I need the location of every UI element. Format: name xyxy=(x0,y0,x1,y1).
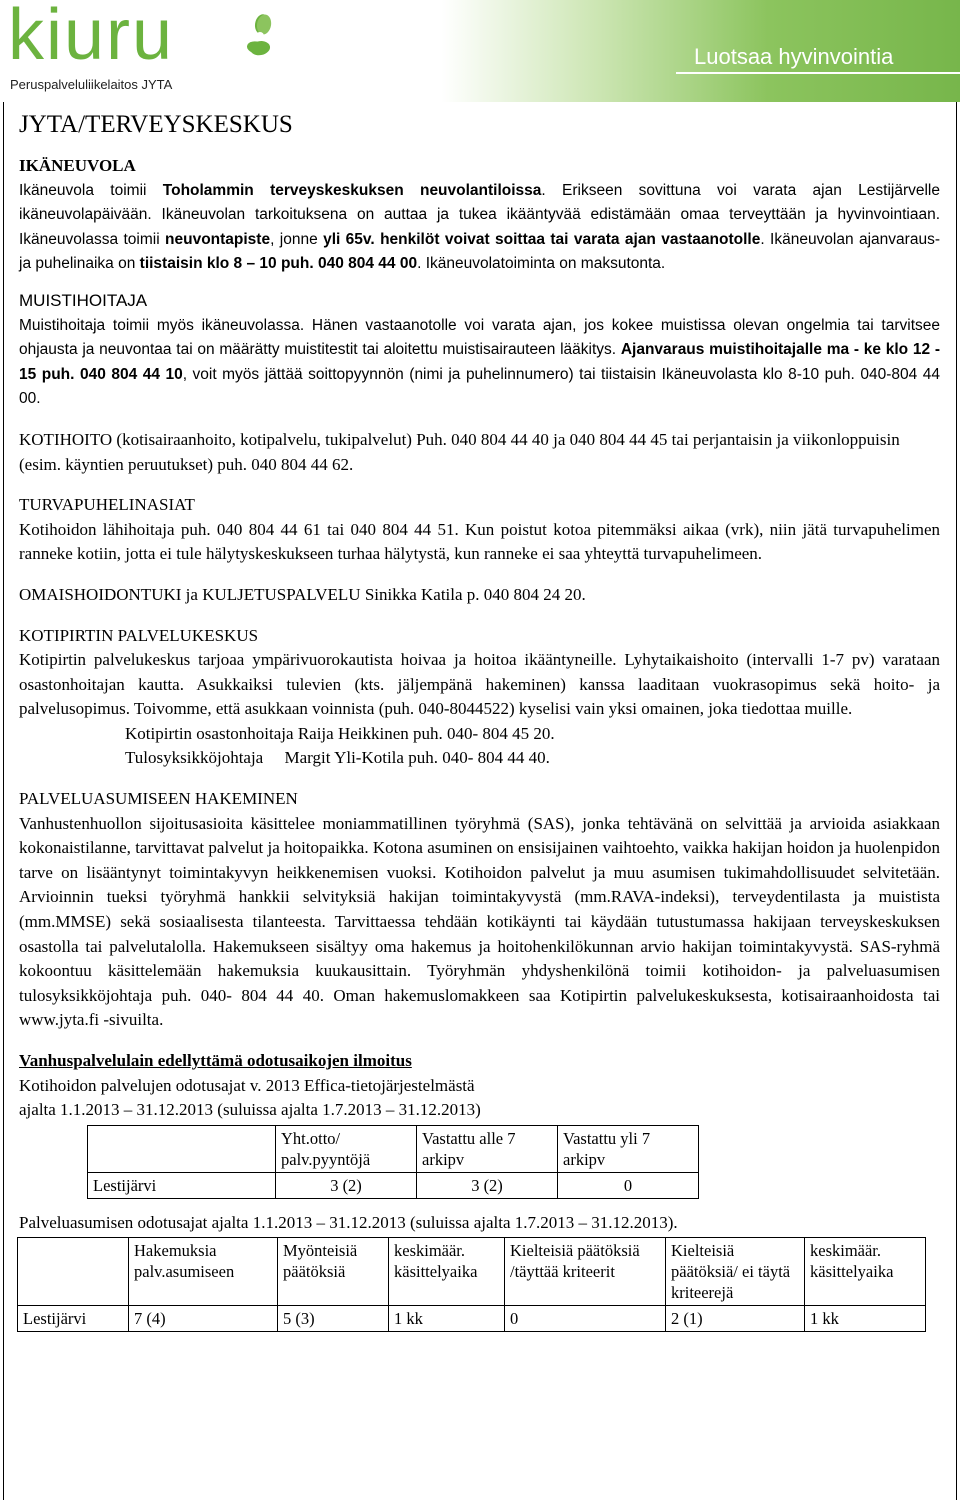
table-header-row xyxy=(18,1238,926,1306)
section-heading-turvapuhelin: TURVAPUHELINASIAT xyxy=(19,495,195,515)
table-header-cell xyxy=(18,1238,129,1306)
section-heading-ikaneuvola: IKÄNEUVOLA xyxy=(19,156,136,175)
table-header-cell: Yht.otto/ palv.pyyntöjä xyxy=(276,1125,417,1172)
table-cell: 1 kk xyxy=(805,1306,926,1332)
document-body xyxy=(19,104,940,1332)
table-cell: 3 (2) xyxy=(276,1172,417,1198)
kotipirtti-contact-1: Kotipirtin osastonhoitaja Raija Heikkinen puh. 040- 804 45 20. xyxy=(125,723,555,743)
table-header-cell: Hakemuksia palv.asumiseen xyxy=(129,1238,278,1306)
table-cell: 3 (2) xyxy=(417,1172,558,1198)
odotusajat-line-3: Palveluasumisen odotusajat ajalta 1.1.2013 – 31.12.2013 (suluissa ajalta 1.7.2013 – 31.12.2013). xyxy=(19,1212,678,1232)
table-cell: 7 (4) xyxy=(129,1306,278,1332)
kotihoito-waiting-table xyxy=(87,1125,699,1199)
tagline-divider xyxy=(676,72,960,74)
table-header-cell: keskimäär. käsittelyaika xyxy=(389,1238,505,1306)
table-header-row xyxy=(88,1125,699,1172)
table-cell: Lestijärvi xyxy=(18,1306,129,1332)
kotihoito-paragraph: KOTIHOITO (kotisairaanhoito, kotipalvelu, tukipalvelut) Puh. 040 804 44 40 ja 040 804 44 45 tai perjantaisin ja viikonloppuisin (esim. käyntien peruutukset) puh. 040 804 44 62. xyxy=(19,429,900,474)
tagline: Luotsaa hyvinvointia xyxy=(694,44,894,69)
omaishoito-line: OMAISHOIDONTUKI ja KULJETUSPALVELU Sinikka Katila p. 040 804 24 20. xyxy=(19,584,586,604)
section-heading-muistihoitaja: MUISTIHOITAJA xyxy=(19,290,148,310)
table-row xyxy=(18,1306,926,1332)
table-header-cell: keskimäär. käsittelyaika xyxy=(805,1238,926,1306)
logo-wordmark: kiuru xyxy=(8,0,175,75)
table-cell: Lestijärvi xyxy=(88,1172,276,1198)
muistihoitaja-paragraph: Muistihoitaja toimii myös ikäneuvolassa. Hänen vastaanotolle voi varata ajan, jos kokee muistissa olevan ongelmia tai tarvitsee ohjausta ja neuvontaa tai on määrätty muistitestit tai aloitettu muistisairauteen lääkitys. Ajanvaraus muistihoitajalle ma - ke klo 12 - 15 puh. 040 804 44 10, voit myös jättää soittopyynnön (nimi ja puhelinnumero) tai tiistaisin Ikäneuvolasta klo 8-10 puh. 040-804 44 00. xyxy=(19,316,940,408)
kotipirtti-paragraph: Kotipirtin palvelukeskus tarjoaa ympärivuorokautista hoivaa ja hoitoa ikääntyneille. Lyhytaikaishoito (intervalli 1-7 pv) varataan osastonhoitajan kautta. Asukkaiksi tulevien (kts. jäljempänä hakeminen) kanssa laaditaan vuokrasopimus sekä hoito- ja palvelusopimus. Toivomme, että asukkaan voinnista (puh. 040-8044522) kyselisi vain yksi omainen, joka tiedottaa muille. xyxy=(19,650,940,719)
section-heading-kotihoito: KOTIHOITO xyxy=(19,429,113,449)
logo-subtitle: Peruspalveluliikelaitos JYTA xyxy=(10,77,173,92)
turvapuhelin-paragraph: Kotihoidon lähihoitaja puh. 040 804 44 61 tai 040 804 44 51. Kun poistut kotoa pitemmäksi aikaa (vrk), niin jätä turvapuhelimen ranneke kotiin, jotta ei tule hälytyskeskukseen turhaa hälytystä, kun ranneke ei saa yhteyttä turvapuhelimeen. xyxy=(19,519,940,564)
page-frame-right xyxy=(956,102,957,1500)
table-header-cell: Kielteisiä päätöksiä /täyttää kriteerit xyxy=(505,1238,666,1306)
page-frame-left xyxy=(3,102,4,1500)
odotusajat-line-1: Kotihoidon palvelujen odotusajat v. 2013 Effica-tietojärjestelmästä xyxy=(19,1075,475,1095)
table-header-cell: Kielteisiä päätöksiä/ ei täytä kriteerejä xyxy=(666,1238,805,1306)
table-row xyxy=(88,1172,699,1198)
palveluasuminen-paragraph: Vanhustenhuollon sijoitusasioita käsittelee moniammatillinen työryhmä (SAS), jonka tehtävänä on selvittää ja arvioida asiakkaan kokonaistilanne, tarvittavat palvelut ja hoitopaikka. Kotona asuminen on ensisijainen vaihtoehto, vaikka hakijan hoidon ja huolenpidon tarve on lisääntynyt toimintakyvyn heikkenemisen vuoksi. Kotihoidon palvelut ja muu asumisen tukimahdollisuudet selvitetään. Arvioinnin tueksi työryhmä hankkii selvityksiä hakijan toimintakyvystä (mm.RAVA-indeksi), terveydentilasta ja muistista (mm.MMSE) sekä sosiaalisesta tilanteesta. Tarvittaessa tehdään kotikäynti tai käydään tutustumassa hakijaan terveyskeskuksen osastolla tai palvelutalolla. Hakemukseen sisältyy oma hakemus ja hoitohenkilökunnan arvio hakijan toimintakyvystä. SAS-ryhmä kokoontuu käsittelemään hakemuksia kuukausittain. Työryhmän yhdyshenkilönä toimii kotihoidon- ja palveluasumisen tulosyksikköjohtaja puh. 040- 804 44 40. Oman hakemuslomakkeen saa Kotipirtin palvelukeskuksesta, kotisairaanhoidosta tai www.jyta.fi -sivuilta. xyxy=(19,813,940,1030)
header-banner xyxy=(0,0,960,102)
kotipirtti-contact-2: Tulosyksikköjohtaja Margit Yli-Kotila puh. 040- 804 44 40. xyxy=(125,748,550,768)
table-header-cell xyxy=(88,1125,276,1172)
odotusajat-line-2: ajalta 1.1.2013 – 31.12.2013 (suluissa ajalta 1.7.2013 – 31.12.2013) xyxy=(19,1100,481,1120)
flower-logo-icon xyxy=(236,12,284,60)
table-cell: 0 xyxy=(505,1306,666,1332)
table-header-cell: Myönteisiä päätöksiä xyxy=(278,1238,389,1306)
table-cell: 2 (1) xyxy=(666,1306,805,1332)
table-header-cell: Vastattu alle 7 arkipv xyxy=(417,1125,558,1172)
ikaneuvola-paragraph: Ikäneuvola toimii Toholammin terveyskeskuksen neuvolantiloissa. Erikseen sovittuna voi varata ajan Lestijärvelle ikäneuvolapäivään. Ikäneuvolan tarkoituksena on auttaa ja tukea ikääntyvää edistämään omaa terveyttään ja hyvinvointiaan. Ikäneuvolassa toimii neuvontapiste, jonne yli 65v. henkilöt voivat soittaa tai varata ajan vastaanotolle. Ikäneuvolan ajanvaraus- ja puhelinaika on tiistaisin klo 8 – 10 puh. 040 804 44 00. Ikäneuvolatoiminta on maksutonta. xyxy=(19,181,940,273)
table-header-cell: Vastattu yli 7 arkipv xyxy=(558,1125,699,1172)
page-title: JYTA/TERVEYSKESKUS xyxy=(19,111,293,138)
section-heading-odotusajat: Vanhuspalvelulain edellyttämä odotusaikojen ilmoitus xyxy=(19,1051,412,1070)
section-heading-kotipirtti: KOTIPIRTIN PALVELUKESKUS xyxy=(19,625,259,645)
table-cell: 0 xyxy=(558,1172,699,1198)
table-cell: 1 kk xyxy=(389,1306,505,1332)
section-heading-palveluasuminen: PALVELUASUMISEEN HAKEMINEN xyxy=(19,789,298,809)
table-cell: 5 (3) xyxy=(278,1306,389,1332)
palveluasuminen-waiting-table xyxy=(17,1237,926,1332)
